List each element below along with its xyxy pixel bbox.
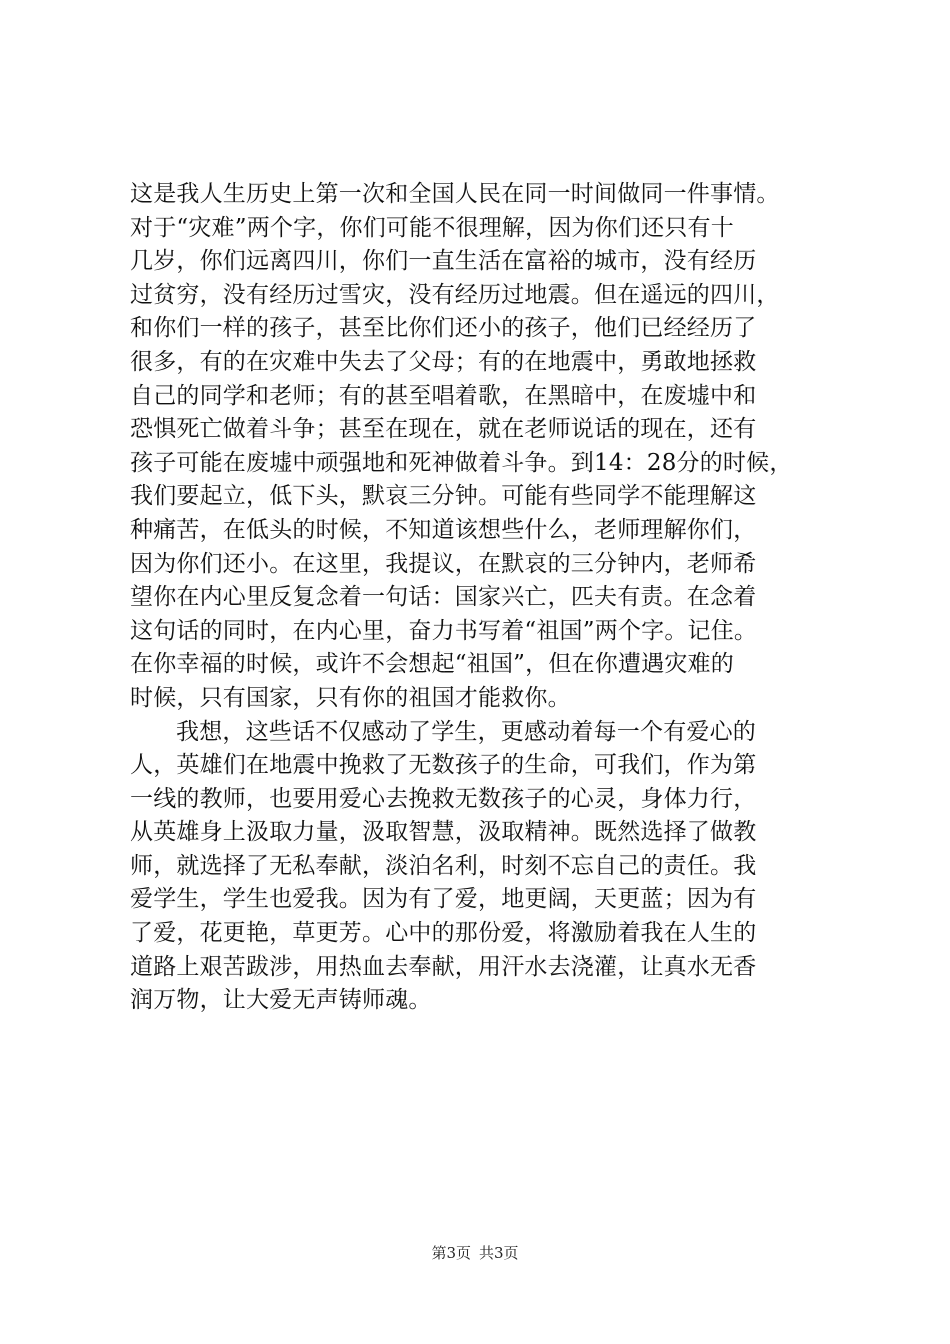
text-line: 自己的同学和老师；有的甚至唱着歌，在黑暗中，在废墟中和 xyxy=(130,382,757,409)
text-line: 过贫穷，没有经历过雪灾，没有经历过地震。但在遥远的四川， xyxy=(130,281,780,308)
text-line: 师，就选择了无私奉献，淡泊名利，时刻不忘自己的责任。我 xyxy=(130,852,757,879)
text-line: 对于“灾难”两个字，你们可能不很理解，因为你们还只有十 xyxy=(130,214,734,241)
page-footer xyxy=(0,1243,950,1263)
text-line: 在你幸福的时候，或许不会想起“祖国”，但在你遭遇灾难的 xyxy=(130,651,734,678)
text-line: 我想，这些话不仅感动了学生，更感动着每一个有爱心的 xyxy=(176,718,756,745)
text-line: 人，英雄们在地震中挽救了无数孩子的生命，可我们，作为第 xyxy=(130,752,757,779)
text-line: 恐惧死亡做着斗争；甚至在现在，就在老师说话的现在，还有 xyxy=(130,416,757,443)
text-line: 时候，只有国家，只有你的祖国才能救你。 xyxy=(130,684,571,711)
text-line: 从英雄身上汲取力量，汲取智慧，汲取精神。既然选择了做教 xyxy=(130,819,757,846)
text-line: 我们要起立，低下头，默哀三分钟。可能有些同学不能理解这 xyxy=(130,483,757,510)
text-line: 了爱，花更艳，草更芳。心中的那份爱，将激励着我在人生的 xyxy=(130,920,757,947)
text-line: 和你们一样的孩子，甚至比你们还小的孩子，他们已经经历了 xyxy=(130,315,757,342)
page-total: 共3页 xyxy=(479,1244,519,1262)
text-line: 几岁，你们远离四川，你们一直生活在富裕的城市，没有经历 xyxy=(130,248,757,275)
text-line: 很多，有的在灾难中失去了父母；有的在地震中，勇敢地拯救 xyxy=(130,348,757,375)
text-line: 润万物，让大爱无声铸师魂。 xyxy=(130,987,432,1014)
text-line: 这句话的同时，在内心里，奋力书写着“祖国”两个字。记住。 xyxy=(130,617,758,644)
text-line: 道路上艰苦跋涉，用热血去奉献，用汗水去浇灌，让真水无香 xyxy=(130,953,757,980)
text-line: 种痛苦，在低头的时候，不知道该想些什么，老师理解你们， xyxy=(130,516,757,543)
page-number: 第3页 xyxy=(431,1244,471,1262)
text-line: 爱学生，学生也爱我。因为有了爱，地更阔，天更蓝；因为有 xyxy=(130,886,757,913)
text-line: 一线的教师，也要用爱心去挽救无数孩子的心灵，身体力行， xyxy=(130,785,757,812)
body-text xyxy=(130,178,830,1018)
text-line: 孩子可能在废墟中顽强地和死神做着斗争。到14：28分的时候， xyxy=(130,449,793,476)
text-line: 因为你们还小。在这里，我提议，在默哀的三分钟内，老师希 xyxy=(130,550,757,577)
text-line: 望你在内心里反复念着一句话：国家兴亡，匹夫有责。在念着 xyxy=(130,584,757,611)
text-line: 这是我人生历史上第一次和全国人民在同一时间做同一件事情。 xyxy=(130,181,780,207)
